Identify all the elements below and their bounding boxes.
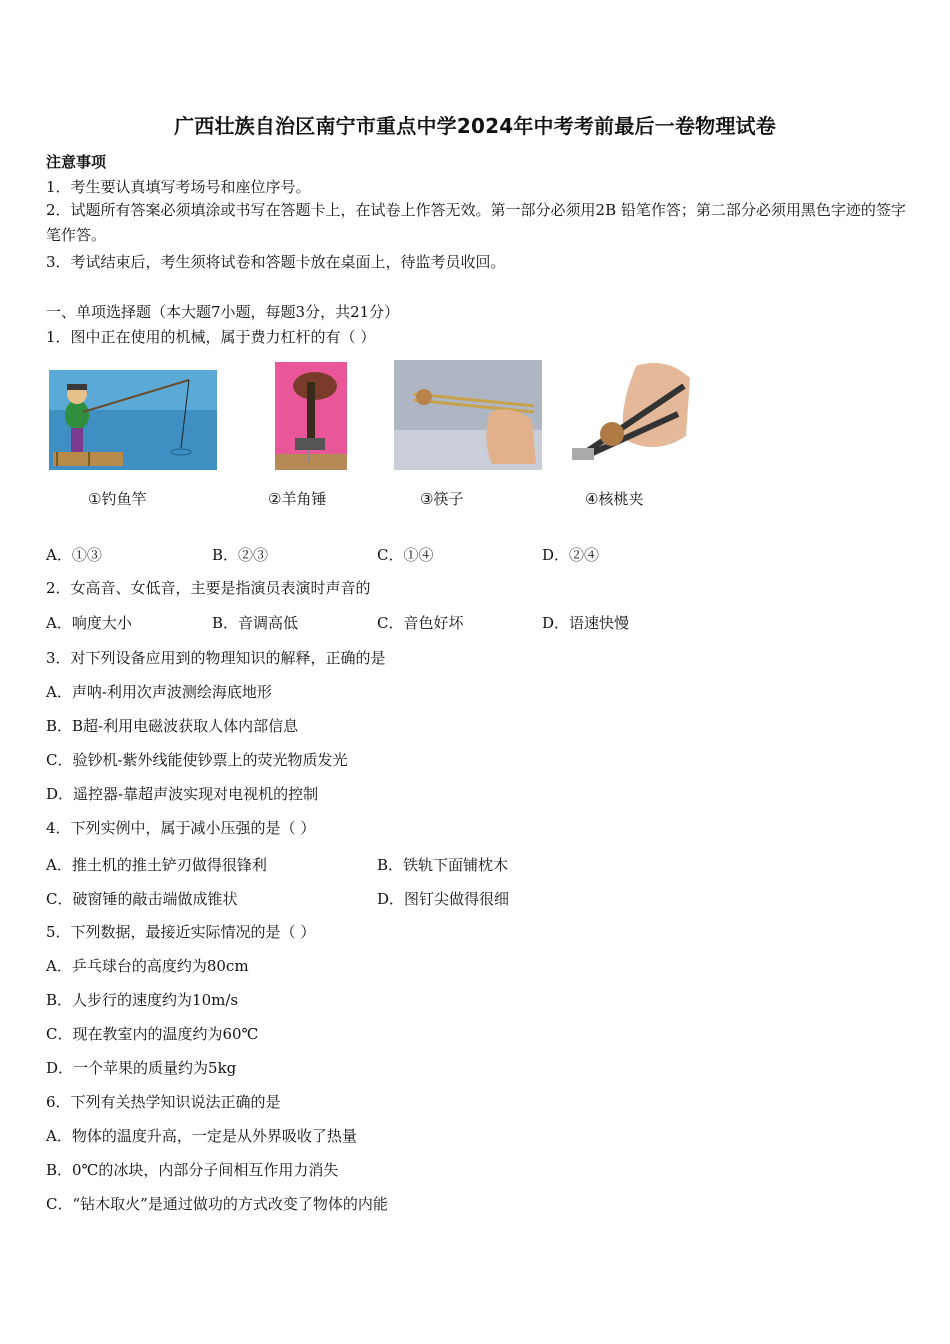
question-stem: 6．下列有关热学知识说法正确的是 bbox=[46, 1093, 281, 1111]
option: B．铁轨下面铺枕木 bbox=[377, 856, 509, 874]
question-stem: 1．图中正在使用的机械，属于费力杠杆的有（ ） bbox=[46, 328, 376, 346]
question-stem: 3．对下列设备应用到的物理知识的解释，正确的是 bbox=[46, 649, 386, 667]
option: C．①④ bbox=[377, 546, 434, 564]
figure-caption: ④核桃夹 bbox=[585, 490, 644, 508]
figure-caption: ③筷子 bbox=[420, 490, 464, 508]
fishing-rod-figure bbox=[49, 370, 217, 470]
option: A．物体的温度升高，一定是从外界吸收了热量 bbox=[46, 1127, 357, 1145]
option: D．语速快慢 bbox=[542, 614, 630, 632]
notice-item: 1．考生要认真填写考场号和座位序号。 bbox=[46, 178, 311, 196]
option: C．验钞机-紫外线能使钞票上的荧光物质发光 bbox=[46, 751, 348, 769]
option: D．遥控器-靠超声波实现对电视机的控制 bbox=[46, 785, 319, 803]
option: D．一个苹果的质量约为5kg bbox=[46, 1059, 237, 1077]
chopsticks-figure bbox=[394, 360, 542, 470]
option: B．0℃的冰块，内部分子间相互作用力消失 bbox=[46, 1161, 339, 1179]
option: C．“钻木取火”是通过做功的方式改变了物体的内能 bbox=[46, 1195, 388, 1213]
question-stem: 5．下列数据，最接近实际情况的是（ ） bbox=[46, 923, 316, 941]
option: D．图钉尖做得很细 bbox=[377, 890, 510, 908]
figure-caption: ②羊角锤 bbox=[268, 490, 327, 508]
question-stem: 2．女高音、女低音，主要是指演员表演时声音的 bbox=[46, 579, 371, 597]
page-title: 广西壮族自治区南宁市重点中学2024年中考考前最后一卷物理试卷 bbox=[174, 114, 776, 138]
notice-item: 3．考试结束后，考生须将试卷和答题卡放在桌面上，待监考员收回。 bbox=[46, 253, 506, 271]
option: D．②④ bbox=[542, 546, 600, 564]
option: A．①③ bbox=[46, 546, 102, 564]
section-heading: 一、单项选择题（本大题7小题，每题3分，共21分） bbox=[46, 303, 400, 321]
claw-hammer-figure bbox=[275, 362, 347, 470]
option: A．乒乓球台的高度约为80cm bbox=[46, 957, 249, 975]
option: C．音色好坏 bbox=[377, 614, 464, 632]
option: A．声呐-利用次声波测绘海底地形 bbox=[46, 683, 272, 701]
option: B．音调高低 bbox=[212, 614, 299, 632]
figure-caption: ①钓鱼竿 bbox=[88, 490, 147, 508]
option: B．B超-利用电磁波获取人体内部信息 bbox=[46, 717, 299, 735]
option: C．破窗锤的敲击端做成锥状 bbox=[46, 890, 238, 908]
option: B．人步行的速度约为10m/s bbox=[46, 991, 239, 1009]
option: A．响度大小 bbox=[46, 614, 132, 632]
nutcracker-figure bbox=[566, 356, 694, 468]
option: C．现在教室内的温度约为60℃ bbox=[46, 1025, 259, 1043]
question-stem: 4．下列实例中，属于减小压强的是（ ） bbox=[46, 819, 316, 837]
option: A．推土机的推土铲刃做得很锋利 bbox=[46, 856, 267, 874]
notice-heading: 注意事项 bbox=[46, 153, 107, 171]
option: B．②③ bbox=[212, 546, 269, 564]
notice-item: 2．试题所有答案必须填涂或书写在答题卡上，在试卷上作答无效。第一部分必须用2B 铅笔作答；第二部分必须用黑色字迹的签字笔作答。 bbox=[46, 201, 906, 244]
